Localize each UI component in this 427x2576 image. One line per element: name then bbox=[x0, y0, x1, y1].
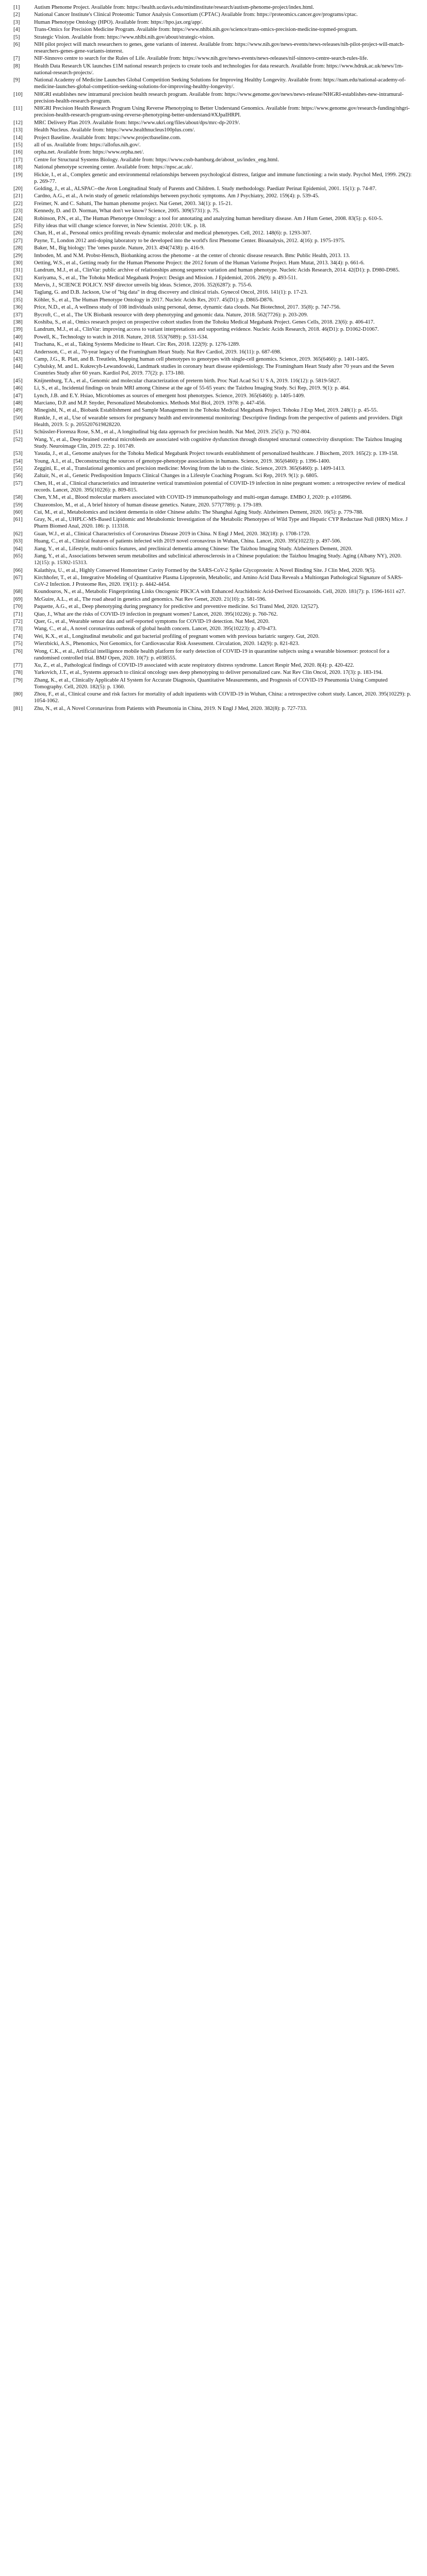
reference-number: [53] bbox=[13, 451, 23, 457]
reference-text: Chan, H., et al., Personal omics profiling reveals dynamic molecular and medical phenotypes. Cell, 2012. 148(6): p. 1293-307. bbox=[34, 230, 311, 236]
reference-number: [80] bbox=[13, 691, 23, 698]
reference-text: Wei, K.X., et al., Longitudinal metabolic and gut bacterial profiling of pregnant women with previous bariatric surgery. Gut, 2020. bbox=[34, 633, 320, 639]
reference-item bbox=[13, 450, 414, 457]
reference-text: all of us. Available from: https://allofus.nih.gov/. bbox=[34, 142, 141, 148]
reference-number: [37] bbox=[13, 312, 23, 318]
reference-number: [19] bbox=[13, 172, 23, 178]
reference-number: [9] bbox=[13, 77, 20, 83]
reference-number: [60] bbox=[13, 509, 23, 515]
reference-number: [2] bbox=[13, 12, 20, 18]
reference-number: [15] bbox=[13, 142, 23, 148]
reference-number: [40] bbox=[13, 334, 23, 340]
reference-item bbox=[13, 625, 414, 632]
reference-text: Yasuda, J., et al., Genome analyses for the Tohoku Medical Megabank Project towards establishment of personalized healthcare. J Biochem, 2019. 165(2): p. 139-158. bbox=[34, 451, 399, 457]
reference-number: [38] bbox=[13, 319, 23, 326]
reference-text: Taglang, G. and D.B. Jackson, Use of "big data" in drug discovery and clinical trials. Gynecol Oncol, 2016. 141(1): p. 17-23. bbox=[34, 290, 308, 296]
reference-number: [36] bbox=[13, 304, 23, 311]
reference-item bbox=[13, 215, 414, 222]
reference-text: Project Baseline. Available from: https://www.projectbaseline.com. bbox=[34, 134, 182, 141]
reference-text: Koundouros, N., et al., Metabolic Fingerprinting Links Oncogenic PIK3CA with Enhanced Arachidonic Acid-Derived Eicosanoids. Cell, 2020. 181(7): p. 1596-1611 e27. bbox=[34, 589, 406, 595]
reference-text: Zhang, K., et al., Clinically Applicable AI System for Accurate Diagnosis, Quantitative Measurements, and Prognosis of COVID-19 Pneumonia Using Computed Tomography. Cell, 2020. 182(5): p. 1360. bbox=[34, 677, 388, 690]
reference-number: [74] bbox=[13, 633, 23, 639]
reference-text: Trans-Omics for Precision Medicine Program. Available from: https://www.nhlbi.nih.gov/science/trans-omics-precision-medicine-topmed-program. bbox=[34, 27, 358, 33]
reference-item bbox=[13, 120, 414, 126]
reference-item bbox=[13, 494, 414, 501]
reference-number: [81] bbox=[13, 705, 23, 711]
reference-text: Cybulsky, M. and L. Kukrecyh-Lewandowski, Landmark studies in coronary heart disease epidemiology. The Framingham Heart Study after 70 years and the Seven Countries Study after 60 years. Kardiol Pol, 2019. 77(2): p. 173-180. bbox=[34, 364, 395, 377]
reference-number: [17] bbox=[13, 157, 23, 163]
reference-number: [69] bbox=[13, 596, 23, 602]
reference-text: Marciano, D.P. and M.P. Snyder, Personalized Metabolomics. Methods Mol Biol, 2019. 1978: p. 447-456. bbox=[34, 400, 266, 406]
reference-number: [32] bbox=[13, 275, 23, 281]
reference-item bbox=[13, 289, 414, 296]
reference-text: Gray, N., et al., UHPLC-MS-Based Lipidomic and Metabolomic Investigation of the Metabolic Phenotypes of Wild Type and Hepatic CYP Reductase Null (HRN) Mice. J Pharm Biomed Anal, 2020. 186: p. 113318. bbox=[34, 517, 408, 530]
reference-text: National phenotype screening center. Available from: https://npsc.ac.uk/. bbox=[34, 164, 193, 171]
reference-text: Young, A.I., et al., Deconstructing the sources of genotype-phenotype associations in humans. Science, 2019. 365(6460): p. 1396-1400. bbox=[34, 458, 331, 464]
reference-item bbox=[13, 41, 414, 55]
reference-text: Köhler, S., et al., The Human Phenotype Ontology in 2017. Nucleic Acids Res, 2017. 45(D1): p. D865-D876. bbox=[34, 297, 274, 303]
reference-number: [13] bbox=[13, 127, 23, 133]
reference-text: Health Data Research UK launches £1M national research projects to create tools and technologies for data research. Available from: https://www.hdruk.ac.uk/news/1m-national-research-projects/. bbox=[34, 63, 404, 76]
reference-number: [14] bbox=[13, 134, 23, 141]
reference-number: [12] bbox=[13, 120, 23, 126]
reference-number: [6] bbox=[13, 41, 20, 47]
reference-item bbox=[13, 603, 414, 610]
reference-item bbox=[13, 91, 414, 105]
reference-item bbox=[13, 63, 414, 76]
reference-text: NHGRI Precision Health Research Program Using Reverse Phenotyping to Better Understand Genomics. Available from: https://www.genome.gov/research-funding/nhgri-precision-health-research-program-using-reverse-phenotyping-better-understand/#XJpaIHRPI. bbox=[34, 106, 410, 118]
reference-item bbox=[13, 356, 414, 363]
reference-text: Kennedy, D. and D. Norman, What don't we know? Science, 2005. 309(5731): p. 75. bbox=[34, 208, 220, 214]
reference-item bbox=[13, 297, 414, 303]
reference-text: Lynch, J.B. and E.Y. Hsiao, Microbiomes as sources of emergent host phenotypes. Science, 2019. 365(6460): p. 1405-1409. bbox=[34, 393, 305, 399]
reference-item bbox=[13, 400, 414, 406]
reference-number: [18] bbox=[13, 164, 23, 171]
reference-number: [59] bbox=[13, 502, 23, 508]
reference-number: [28] bbox=[13, 245, 23, 251]
reference-item bbox=[13, 230, 414, 236]
reference-item bbox=[13, 393, 414, 399]
reference-number: [33] bbox=[13, 282, 23, 289]
reference-item bbox=[13, 574, 414, 588]
reference-item bbox=[13, 334, 414, 341]
reference-item bbox=[13, 11, 414, 18]
reference-item bbox=[13, 127, 414, 133]
reference-number: [41] bbox=[13, 342, 23, 348]
reference-text: Wierzbicki, A.S., Phenomics, Not Genomics, for Cardiovascular Risk Assessment. Circulation, 2020. 142(9): p. 821-823. bbox=[34, 641, 300, 647]
reference-item bbox=[13, 267, 414, 274]
reference-item bbox=[13, 282, 414, 289]
reference-text: Quer, G., et al., Wearable sensor data and self-reported symptoms for COVID-19 detection. Nat Med, 2020. bbox=[34, 618, 270, 624]
reference-text: Kirchhofer, T., et al., Integrative Modeling of Quantitative Plasma Lipoprotein, Metabolic, and Amino Acid Data Reveals a Multiorgan Pathological Signature of SARS-CoV-2 Infection. J Proteome Res, 2020. 19(11): p. 4442-4454. bbox=[34, 574, 403, 587]
reference-item bbox=[13, 134, 414, 141]
reference-text: Guan, W.J., et al., Clinical Characteristics of Coronavirus Disease 2019 in China. N Engl J Med, 2020. 382(18): p. 1708-1720. bbox=[34, 531, 311, 537]
reference-text: Freimer, N. and C. Sabatti, The human phenome project. Nat Genet, 2003. 34(1): p. 15-21. bbox=[34, 200, 233, 207]
reference-number: [5] bbox=[13, 34, 20, 40]
reference-item bbox=[13, 662, 414, 669]
reference-text: Price, N.D., et al., A wellness study of 108 individuals using personal, dense, dynamic data clouds. Nat Biotechnol, 2017. 35(8): p. 747-756. bbox=[34, 304, 341, 311]
reference-number: [46] bbox=[13, 385, 23, 392]
reference-item bbox=[13, 502, 414, 509]
reference-text: Hickie, I., et al., Complex genetic and environmental relationships between psychological distress, fatigue and immune functioning: a twin study. Psychol Med, 1999. 29(2): p. 269-77. bbox=[34, 172, 412, 184]
reference-text: Landrum, M.J., et al., ClinVar: improving access to variant interpretations and supporting evidence. Nucleic Acids Research, 2018. 46(D1): p. D1062-D1067. bbox=[34, 327, 379, 333]
reference-text: Baker, M., Big biology: The 'omes puzzle. Nature, 2013. 494(7438): p. 416-9. bbox=[34, 245, 205, 251]
reference-number: [16] bbox=[13, 149, 23, 156]
reference-item bbox=[13, 105, 414, 118]
reference-number: [35] bbox=[13, 297, 23, 303]
reference-text: Qiao, J., What are the risks of COVID-19 infection in pregnant women? Lancet, 2020. 395(10226): p. 760-762. bbox=[34, 611, 278, 617]
reference-item bbox=[13, 705, 414, 712]
reference-item bbox=[13, 185, 414, 192]
reference-text: Payne, T., London 2012 anti-doping laboratory to be developed into the world's first Phenome Center. Bioanalysis, 2012. 4(16): p. 1975-1975. bbox=[34, 238, 346, 244]
reference-text: Chen, Y.M., et al., Blood molecular markers associated with COVID-19 immunopathology and multi-organ damage. EMBO J, 2020: p. e105896. bbox=[34, 495, 352, 501]
reference-item bbox=[13, 596, 414, 603]
reference-item bbox=[13, 172, 414, 185]
reference-text: Powell, K., Technology to watch in 2018. Nature, 2018. 553(7689): p. 531-534. bbox=[34, 334, 208, 340]
reference-number: [48] bbox=[13, 400, 23, 406]
reference-text: Zhou, F., et al., Clinical course and risk factors for mortality of adult inpatients with COVID-19 in Wuhan, China: a retrospective cohort study. Lancet, 2020. 395(10229): p. 1054-1062. bbox=[34, 691, 412, 704]
reference-number: [47] bbox=[13, 393, 23, 399]
reference-number: [66] bbox=[13, 567, 23, 573]
reference-number: [24] bbox=[13, 215, 23, 222]
reference-item bbox=[13, 200, 414, 207]
reference-number: [49] bbox=[13, 408, 23, 414]
reference-text: Autism Phenome Project. Available from: https://health.ucdavis.edu/mindinstitute/research/autism-phenome-project/index.html. bbox=[34, 5, 314, 10]
reference-item bbox=[13, 531, 414, 537]
reference-number: [52] bbox=[13, 436, 23, 443]
reference-item bbox=[13, 633, 414, 640]
reference-number: [1] bbox=[13, 5, 20, 10]
reference-number: [23] bbox=[13, 208, 23, 214]
reference-number: [71] bbox=[13, 611, 23, 617]
reference-number: [34] bbox=[13, 290, 23, 296]
reference-number: [10] bbox=[13, 91, 23, 97]
reference-number: [57] bbox=[13, 480, 23, 486]
reference-item bbox=[13, 275, 414, 281]
reference-item bbox=[13, 193, 414, 199]
reference-text: Landrum, M.J., et al., ClinVar: public archive of relationships among sequence variation and human phenotype. Nucleic Acids Research, 2014. 42(D1): p. D980-D985. bbox=[34, 267, 400, 274]
reference-item bbox=[13, 34, 414, 41]
reference-number: [39] bbox=[13, 327, 23, 333]
reference-item bbox=[13, 465, 414, 472]
reference-number: [42] bbox=[13, 349, 23, 355]
reference-number: [22] bbox=[13, 200, 23, 207]
reference-item bbox=[13, 407, 414, 414]
reference-text: Huang, C., et al., Clinical features of patients infected with 2019 novel coronavirus in Wuhan, China. Lancet, 2020. 395(10223): p. 497-506. bbox=[34, 538, 341, 545]
reference-item bbox=[13, 516, 414, 530]
reference-text: Paquette, A.G., et al., Deep phenotyping during pregnancy for predictive and preventive medicine. Sci Transl Med, 2020. 12(527). bbox=[34, 604, 319, 610]
reference-item bbox=[13, 546, 414, 552]
reference-text: Kuriyama, S., et al., The Tohoku Medical Megabank Project: Design and Mission. J Epidemiol, 2016. 26(9): p. 493-511. bbox=[34, 275, 298, 281]
reference-number: [4] bbox=[13, 27, 20, 33]
reference-item bbox=[13, 553, 414, 566]
reference-number: [7] bbox=[13, 56, 20, 62]
reference-number: [67] bbox=[13, 574, 23, 581]
reference-text: Schüssler-Fiorenza Rose, S.M., et al., A longitudinal big data approach for precision health. Nat Med, 2019. 25(5): p. 792-804. bbox=[34, 429, 311, 435]
reference-number: [30] bbox=[13, 260, 23, 266]
reference-item bbox=[13, 223, 414, 229]
reference-number: [3] bbox=[13, 19, 20, 25]
reference-text: Koshiba, S., et al., Omics research project on prospective cohort studies from the Tohoku Medical Megabank Project. Genes Cells, 2018. 23(6): p. 406-417. bbox=[34, 319, 375, 326]
reference-text: Runkle, J., et al., Use of wearable sensors for pregnancy health and environmental monitoring: Descriptive findings from the perspective of patients and providers. Digit Health, 2019. 5: p. 2055207619828220. bbox=[34, 415, 403, 428]
reference-item bbox=[13, 669, 414, 676]
reference-text: Wong, C.K., et al., Artificial intelligence mobile health platform for early detection of COVID-19 in quarantine subjects using a wearable biosensor: protocol for a randomised controlled trial. BMJ Open, 2020. 10(7): p. e038555. bbox=[34, 648, 390, 661]
reference-item bbox=[13, 19, 414, 26]
reference-number: [29] bbox=[13, 252, 23, 259]
reference-text: McGuire, A.L., et al., The road ahead in genetics and genomics. Nat Rev Genet, 2020. 21(10): p. 581-596. bbox=[34, 596, 267, 602]
reference-text: Yarkovich, J.T., et al., Systems approach to clinical oncology uses deep phenotyping to deliver personalized care. Nat Rev Clin Oncol, 2020. 17(3): p. 183-194. bbox=[34, 670, 383, 676]
reference-number: [75] bbox=[13, 641, 23, 647]
reference-item bbox=[13, 208, 414, 214]
reference-item bbox=[13, 304, 414, 311]
reference-text: Camp, J.G., R. Platt, and B. Treutlein, Mapping human cell phenotypes to genotypes with single-cell genomics. Science, 2019. 365(6460): p. 1401-1405. bbox=[34, 356, 369, 362]
reference-text: National Academy of Medicine Launches Global Competition Seeking Solutions for Improving Healthy Longevity. Available from: https://nam.edu/national-academy-of-medicine-launches-global-competition-seeking-solutions-for-improving-healthy-longevity/. bbox=[34, 77, 406, 90]
reference-item bbox=[13, 611, 414, 618]
reference-number: [43] bbox=[13, 356, 23, 362]
reference-item bbox=[13, 588, 414, 595]
reference-text: Wang, Y., et al., Deep-brained cerebral microbleeds are associated with cognitive dysfunction through disrupted structural connectivity disruption: The Taizhou Imaging Study. Neuroimage Clin, 2019. 22: p. 101749. bbox=[34, 436, 402, 449]
reference-item bbox=[13, 538, 414, 545]
reference-text: Golding, J., et al., ALSPAC--the Avon Longitudinal Study of Parents and Children. I. Study methodology. Paediatr Perinat Epidemiol, 2001. 15(1): p. 74-87. bbox=[34, 185, 377, 192]
reference-number: [54] bbox=[13, 458, 23, 464]
reference-item bbox=[13, 677, 414, 690]
reference-number: [8] bbox=[13, 63, 20, 69]
reference-list bbox=[13, 4, 414, 712]
reference-item bbox=[13, 157, 414, 163]
reference-text: Andersson, C., et al., 70-year legacy of the Framingham Heart Study. Nat Rev Cardiol, 2019. 16(11): p. 687-698. bbox=[34, 349, 282, 355]
reference-number: [72] bbox=[13, 618, 23, 624]
reference-text: Li, S., et al., Incidental findings on brain MRI among Chinese at the age of 55-65 years: the Taizhou Imaging Study. Sci Rep, 2019. 9(1): p. 464. bbox=[34, 385, 350, 392]
reference-item bbox=[13, 472, 414, 479]
reference-text: Strategic Vision. Available from: https://www.nhlbi.nih.gov/about/strategic-vision. bbox=[34, 34, 215, 40]
reference-text: Jiang, Y., et al., Lifestyle, multi-omics features, and preclinical dementia among Chinese: The Taizhou Imaging Study. Alzheimers Dement, 2020. bbox=[34, 546, 353, 552]
reference-number: [77] bbox=[13, 663, 23, 668]
reference-number: [20] bbox=[13, 185, 23, 192]
reference-item bbox=[13, 55, 414, 62]
reference-text: Fifty ideas that will change science forever, in New Scientist. 2010: UK. p. 18. bbox=[34, 223, 206, 229]
reference-item bbox=[13, 4, 414, 11]
reference-item bbox=[13, 142, 414, 148]
reference-text: Oetting, W.S., et al., Getting ready for the Human Phenome Project: the 2012 forum of the Human Variome Project. Hum Mutat, 2013. 34(4): p. 661-6. bbox=[34, 260, 365, 266]
reference-text: Robinson, P.N., et al., The Human Phenotype Ontology: a tool for annotating and analyzing human hereditary disease. Am J Hum Genet, 2008. 83(5): p. 610-5. bbox=[34, 215, 383, 222]
reference-item bbox=[13, 480, 414, 494]
reference-number: [26] bbox=[13, 230, 23, 236]
reference-number: [70] bbox=[13, 604, 23, 610]
reference-item bbox=[13, 363, 414, 377]
reference-number: [65] bbox=[13, 553, 23, 560]
reference-item bbox=[13, 238, 414, 244]
reference-number: [62] bbox=[13, 531, 23, 537]
reference-text: Trachana, K., et al., Taking Systems Medicine to Heart. Circ Res, 2018. 122(9): p. 1276-1289. bbox=[34, 342, 240, 348]
reference-number: [61] bbox=[13, 517, 23, 523]
reference-number: [58] bbox=[13, 495, 23, 501]
reference-item bbox=[13, 691, 414, 704]
reference-text: Xu, Z., et al., Pathological findings of COVID-19 associated with acute respiratory distress syndrome. Lancet Respir Med, 2020. 8(4): p. 420-422. bbox=[34, 663, 354, 668]
reference-item bbox=[13, 77, 414, 90]
reference-number: [68] bbox=[13, 589, 23, 595]
reference-number: [44] bbox=[13, 364, 23, 370]
reference-item bbox=[13, 312, 414, 318]
reference-text: Human Phenotype Ontology (HPO). Available from: https://hpo.jax.org/app/. bbox=[34, 19, 203, 25]
reference-item bbox=[13, 326, 414, 333]
reference-text: Cardno, A.G., et al., A twin study of genetic relationships between psychotic symptoms. Am J Psychiatry, 2002. 159(4): p. 539-45. bbox=[34, 193, 320, 199]
reference-item bbox=[13, 385, 414, 392]
reference-number: [21] bbox=[13, 193, 23, 199]
reference-text: Minegishi, N., et al., Biobank Establishment and Sample Management in the Tohoku Medical Megabank Project. Tohoku J Exp Med, 2019. 248(1): p. 45-55. bbox=[34, 408, 378, 414]
reference-item bbox=[13, 458, 414, 465]
reference-number: [45] bbox=[13, 378, 23, 384]
reference-number: [78] bbox=[13, 670, 23, 676]
reference-text: orpha.net. Available from: https://www.orpha.net/. bbox=[34, 149, 144, 156]
reference-number: [50] bbox=[13, 415, 23, 421]
reference-text: Imboden, M. and N.M. Probst-Hensch, Biobanking across the phenome - at the center of chronic disease research. Bmc Public Health, 2013. 13. bbox=[34, 252, 350, 259]
reference-item bbox=[13, 436, 414, 450]
reference-text: MRC Delivery Plan 2019. Available from: https://www.ukri.org/files/about/dps/mrc-dp-2019/. bbox=[34, 120, 240, 126]
reference-item bbox=[13, 509, 414, 516]
reference-number: [55] bbox=[13, 465, 23, 471]
reference-number: [27] bbox=[13, 238, 23, 244]
reference-item bbox=[13, 378, 414, 384]
reference-item bbox=[13, 415, 414, 428]
reference-number: [25] bbox=[13, 223, 23, 229]
reference-item bbox=[13, 26, 414, 33]
reference-text: Centre for Structural Systems Biology. Available from: https://www.cssb-hamburg.de/about_us/index_eng.html. bbox=[34, 157, 279, 163]
reference-number: [64] bbox=[13, 546, 23, 552]
reference-item bbox=[13, 164, 414, 171]
reference-text: Kalathiya, U., et al., Highly Conserved Homotrimer Cavity Formed by the SARS-CoV-2 Spike Glycoprotein: A Novel Binding Site. J Clin Med, 2020. 9(5). bbox=[34, 567, 376, 573]
reference-number: [76] bbox=[13, 648, 23, 654]
reference-text: NHGRI establishes new intramural precision health research program. Available from: https://www.genome.gov/news/news-release/NHGRI-establishes-new-intramural-precision-health-research-program. bbox=[34, 91, 404, 104]
reference-text: Zeggini, E., et al., Translational genomics and precision medicine: Moving from the lab to the clinic. Science, 2019. 365(6460): p. 1409-1413. bbox=[34, 465, 346, 471]
reference-item bbox=[13, 640, 414, 647]
reference-text: Mervis, J., SCIENCE POLICY. NSF director unveils big ideas. Science, 2016. 352(6287): p. 755-6. bbox=[34, 282, 252, 289]
reference-item bbox=[13, 245, 414, 251]
reference-number: [56] bbox=[13, 473, 23, 479]
reference-text: Zaltair, N., et al., Genetic Predisposition Impacts Clinical Changes in a Lifestyle Coaching Program. Sci Rep, 2019. 9(1): p. 6805. bbox=[34, 473, 319, 479]
reference-text: Chuzeonsloo, M., et al., A brief history of human disease genetics. Nature, 2020. 577(7789): p. 179-189. bbox=[34, 502, 262, 508]
reference-text: Chen, H., et al., Clinical characteristics and intrauterine vertical transmission potential of COVID-19 infection in nine pregnant women: a retrospective review of medical records. Lancet, 2020. 395(10226): p. 809-815. bbox=[34, 480, 405, 493]
reference-number: [31] bbox=[13, 267, 23, 274]
reference-text: Health Nucleus. Available from: https://www.healthnucleus100plus.com/. bbox=[34, 127, 195, 133]
reference-item bbox=[13, 149, 414, 156]
reference-item bbox=[13, 260, 414, 266]
reference-item bbox=[13, 349, 414, 355]
reference-number: [11] bbox=[13, 106, 23, 112]
reference-item bbox=[13, 341, 414, 348]
reference-text: Cui, M., et al., Metabolomics and incident dementia in older Chinese adults: The Shanghai Aging Study. Alzheimers Dement, 2020. 16(5): p. 779-788. bbox=[34, 509, 364, 515]
reference-text: NIH pilot project will match researchers to genes, gene variants of interest. Available from: https://www.nih.gov/news-events/news-releases/nih-pilot-project-will-match-researchers-genes-gene-variants-interest. bbox=[34, 41, 405, 55]
reference-number: [51] bbox=[13, 429, 23, 435]
reference-text: Jiang, Y., et al., Associations between serum metabolites and subclinical atherosclerosis in a Chinese population: the Taizhou Imaging Study. Aging (Albany NY), 2020. 12(15): p. 15302-15313. bbox=[34, 553, 402, 566]
reference-number: [73] bbox=[13, 626, 23, 632]
reference-text: Wang, C., et al., A novel coronavirus outbreak of global health concern. Lancet, 2020. 395(10223): p. 470-473. bbox=[34, 626, 277, 632]
reference-number: [79] bbox=[13, 677, 23, 683]
reference-text: Knijnenburg, T.A., et al., Genomic and molecular characterization of preterm birth. Proc Natl Acad Sci U S A, 2019. 116(12): p. 5819-5827. bbox=[34, 378, 341, 384]
reference-text: Bycroft, C., et al., The UK Biobank resource with deep phenotyping and genomic data. Nature, 2018. 562(7726): p. 203-209. bbox=[34, 312, 308, 318]
reference-item bbox=[13, 252, 414, 259]
reference-item bbox=[13, 618, 414, 625]
reference-number: [63] bbox=[13, 538, 23, 545]
reference-item bbox=[13, 319, 414, 326]
reference-item bbox=[13, 429, 414, 435]
reference-item bbox=[13, 648, 414, 662]
reference-item bbox=[13, 567, 414, 574]
reference-text: NIF-Sinnovo centre to search for the Rules of Life. Available from: https://www.nih.gov/news-events/news-releases/nif-sinnovo-centre-search-rules-life. bbox=[34, 56, 368, 62]
reference-text: National Cancer Institute's Clinical Proteomic Tumor Analysis Consortium (CPTAC) Available from: https://proteomics.cancer.gov/programs/cptac. bbox=[34, 12, 358, 18]
reference-text: Zhu, N., et al., A Novel Coronavirus from Patients with Pneumonia in China, 2019. N Engl J Med, 2020. 382(8): p. 727-733. bbox=[34, 705, 307, 711]
